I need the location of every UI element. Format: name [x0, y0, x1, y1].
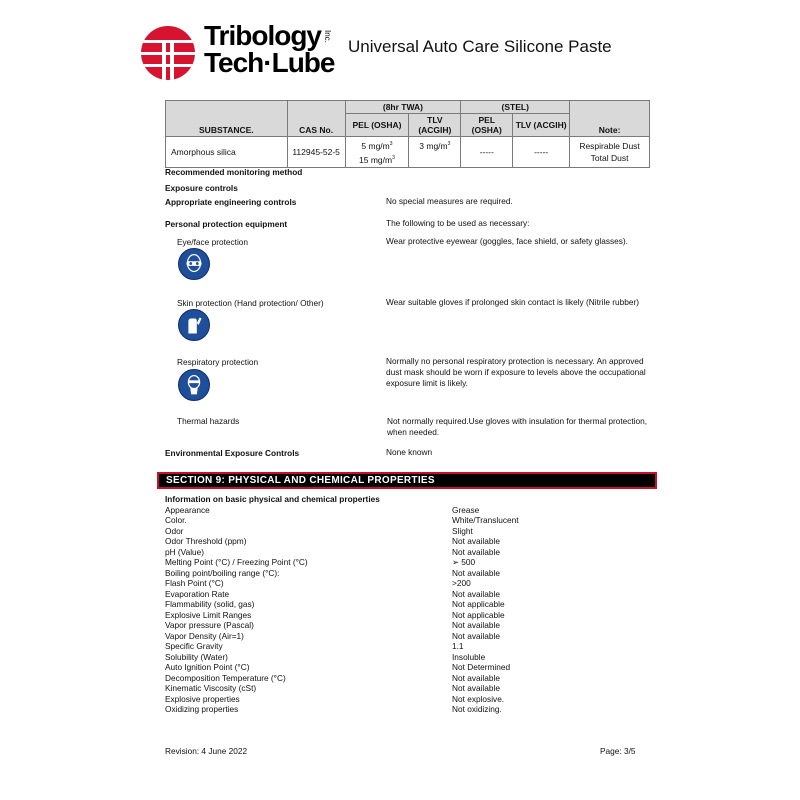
property-value: Not available	[452, 567, 500, 578]
cell-twa-tlv: 3 $mg/m^3$	[409, 137, 461, 168]
col-twa-tlv: TLV (ACGIH)	[409, 114, 461, 137]
property-label: pH (Value)	[165, 546, 205, 557]
property-label: Flammability (solid, gas)	[165, 599, 255, 609]
property-value: Slight	[452, 525, 473, 536]
thermal-value: Not normally required.Use gloves with insulation for thermal protection, when needed.	[387, 416, 648, 437]
property-row	[165, 620, 565, 631]
logo-line-2: Tech·Lube	[204, 47, 335, 78]
cell-twa-pel: 5 $mg/m^3$ 15 $mg/m^3$	[345, 137, 409, 168]
property-row	[165, 599, 565, 610]
property-row	[165, 557, 565, 568]
col-note: Note:	[570, 101, 650, 137]
environmental-value: None known	[386, 447, 433, 457]
group-twa: (8hr TWA)	[345, 101, 461, 114]
ppe-value: The following to be used as necessary:	[386, 218, 530, 228]
engineering-label: Appropriate engineering controls	[165, 197, 297, 207]
engineering-value: No special measures are required.	[386, 196, 513, 206]
property-label: Odor Threshold (ppm)	[165, 536, 247, 546]
property-row	[165, 526, 565, 537]
property-value: >200	[452, 578, 471, 588]
property-value: Not available	[452, 672, 500, 683]
section-9-header: SECTION 9: PHYSICAL AND CHEMICAL PROPERTIES	[157, 472, 657, 489]
property-row	[165, 515, 565, 526]
exposure-controls-label: Exposure controls	[165, 183, 238, 193]
ppe-label: Personal protection equipment	[165, 219, 288, 229]
property-label: Kinematic Viscosity (cSt)	[165, 683, 257, 693]
property-label: Color.	[165, 515, 187, 525]
document-title: Universal Auto Care Silicone Paste	[348, 37, 612, 56]
property-label: Flash Point (°C)	[165, 578, 224, 588]
property-value: Not available	[452, 588, 500, 599]
property-value: Grease	[452, 504, 480, 515]
property-value: Not Determined	[452, 662, 511, 672]
properties-list	[165, 494, 565, 715]
logo-line-1: Tribology	[204, 20, 321, 51]
property-label: Oxidizing properties	[165, 704, 239, 714]
property-value: Not available	[452, 683, 500, 693]
property-row	[165, 641, 565, 652]
property-label: Melting Point (°C) / Freezing Point (°C)	[165, 557, 308, 567]
skin-value: Wear suitable gloves if prolonged skin contact is likely (Nitrile rubber)	[386, 297, 640, 307]
page-number: Page: 3/5	[600, 746, 636, 756]
hand-protection-icon	[178, 309, 210, 341]
revision-date: Revision: 4 June 2022	[165, 746, 248, 756]
cell-cas: 112945-52-5	[287, 137, 345, 168]
property-label: Odor	[165, 525, 184, 536]
col-stel-tlv: TLV (ACGIH)	[513, 114, 570, 137]
col-cas: CAS No.	[287, 101, 345, 137]
property-row	[165, 610, 565, 621]
monitoring-label: Recommended monitoring method	[165, 167, 303, 177]
property-value: Not available	[452, 536, 500, 546]
col-twa-pel: PEL (OSHA)	[345, 114, 409, 137]
company-logo-text	[204, 22, 334, 76]
property-label: Decomposition Temperature (°C)	[165, 672, 286, 683]
property-value: Not oxidizing.	[452, 704, 502, 714]
property-label: Vapor pressure (Pascal)	[165, 620, 254, 630]
eye-label: Eye/face protection	[177, 237, 249, 247]
eye-value: Wear protective eyewear (goggles, face shield, or safety glasses).	[386, 236, 628, 246]
property-label: Solubility (Water)	[165, 651, 228, 662]
property-value: Insoluble	[452, 651, 486, 662]
property-label: Explosive properties	[165, 693, 240, 704]
cell-stel-tlv: -----	[513, 137, 570, 168]
respiratory-protection-icon	[178, 369, 210, 401]
property-row	[165, 662, 565, 673]
property-value: Not applicable	[452, 609, 505, 620]
cell-substance: Amorphous silica	[166, 137, 288, 168]
document-header	[140, 22, 660, 82]
logo-inc: Inc.	[323, 30, 332, 43]
skin-label: Skin protection (Hand protection/ Other)	[177, 298, 324, 308]
property-label: Vapor Density (Air=1)	[165, 630, 244, 641]
exposure-limits-table	[165, 100, 650, 168]
property-value: Not available	[452, 630, 500, 641]
thermal-label: Thermal hazards	[177, 416, 240, 426]
environmental-label: Environmental Exposure Controls	[165, 448, 300, 458]
cell-note: Respirable Dust Total Dust	[570, 137, 650, 168]
property-value: Not available	[452, 546, 500, 557]
group-stel: (STEL)	[461, 101, 570, 114]
property-row	[165, 631, 565, 642]
property-row	[165, 568, 565, 579]
property-row	[165, 505, 565, 516]
col-substance: SUBSTANCE.	[166, 101, 288, 137]
property-label: Evaporation Rate	[165, 588, 230, 599]
property-value: ➢ 500	[452, 557, 476, 567]
property-value: Not explosive.	[452, 693, 505, 704]
property-row	[165, 704, 565, 715]
respiratory-label: Respiratory protection	[177, 357, 259, 367]
property-row	[165, 589, 565, 600]
col-stel-pel: PEL (OSHA)	[461, 114, 513, 137]
property-row	[165, 547, 565, 558]
properties-subtitle: Information on basic physical and chemical properties	[165, 494, 380, 504]
tribology-logo-icon	[140, 25, 196, 81]
property-label: Appearance	[165, 504, 210, 515]
property-row	[165, 652, 565, 663]
property-row	[165, 673, 565, 684]
property-value: 1.1	[452, 641, 464, 651]
property-label: Specific Gravity	[165, 641, 223, 651]
property-row	[165, 578, 565, 589]
property-label: Explosive Limit Ranges	[165, 609, 252, 620]
property-row	[165, 694, 565, 705]
property-label: Boiling point/boiling range (°C):	[165, 567, 280, 578]
property-value: Not available	[452, 620, 500, 630]
property-value: Not applicable	[452, 599, 505, 609]
cell-stel-pel: -----	[461, 137, 513, 168]
respiratory-value: Normally no personal respiratory protection is necessary. An approved dust mask should be worn if exposure to levels above the occupational exposure limit is likely.	[386, 356, 646, 388]
property-row	[165, 683, 565, 694]
eye-protection-icon	[178, 248, 210, 280]
property-row	[165, 536, 565, 547]
table-row	[166, 137, 650, 168]
property-value: White/Translucent	[452, 515, 519, 525]
property-label: Auto Ignition Point (°C)	[165, 662, 250, 672]
